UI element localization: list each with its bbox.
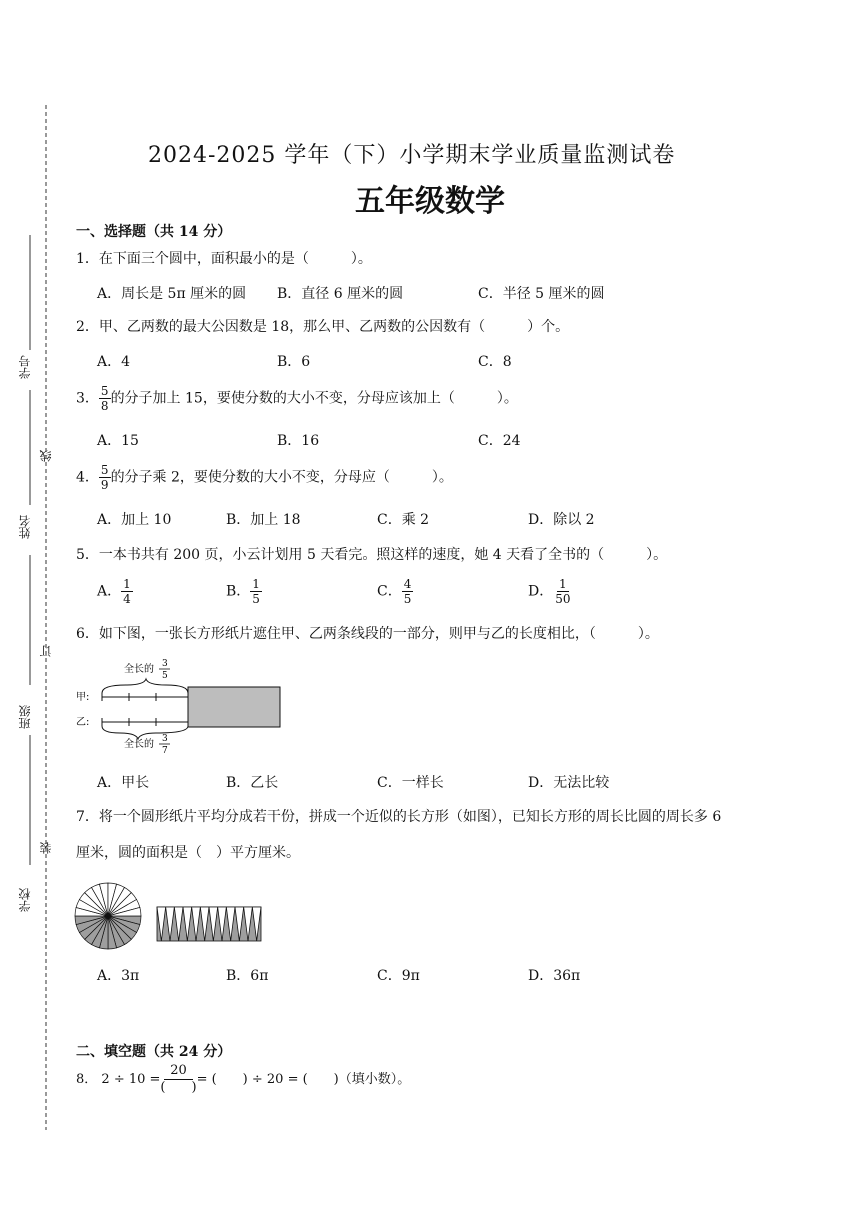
q7-option-a: A．3π xyxy=(97,968,140,984)
q4-number: 4． xyxy=(76,469,99,486)
q8-fraction xyxy=(160,1063,196,1096)
q6-option-b: B．乙长 xyxy=(226,775,279,791)
q3-fraction-den: 8 xyxy=(100,399,109,413)
q5-option-d-label: D． xyxy=(528,583,554,600)
q4-option-a: A．加上 10 xyxy=(97,512,172,528)
q5-option-c xyxy=(377,577,413,606)
exam-title: 2024-2025 学年（下）小学期末学业质量监测试卷 xyxy=(148,143,676,168)
q5-a-num: 1 xyxy=(123,577,131,591)
q1-option-b: B．直径 6 厘米的圆 xyxy=(277,286,404,302)
q5-option-b-label: B． xyxy=(226,583,251,600)
q5-option-b-frac xyxy=(250,577,262,606)
q4-stem-line xyxy=(76,463,453,492)
q3-stem: 的分子加上 15，要使分数的大小不变，分母应该加上（ ）。 xyxy=(110,390,518,407)
q5-option-a xyxy=(97,577,133,606)
q5-d-num: 1 xyxy=(559,577,567,591)
q8-number: 8． xyxy=(76,1072,98,1087)
margin-ding: 订 xyxy=(39,645,53,657)
q6-option-c: C．一样长 xyxy=(377,775,444,791)
q5-stem: 5．一本书共有 200 页，小云计划用 5 天看完。照这样的速度，她 4 天看了全书的（ ）。 xyxy=(76,547,668,563)
q8-expr-rest: = ( ) ÷ 20 = ( ) xyxy=(196,1072,339,1087)
q5-d-den: 50 xyxy=(555,592,571,606)
q3-number: 3． xyxy=(76,390,99,407)
q1-option-a: A．周长是 5π 厘米的圆 xyxy=(97,286,247,302)
q5-option-b xyxy=(226,577,262,606)
q6-label-yi: 乙: xyxy=(76,717,90,728)
student-id-label: 学号 xyxy=(18,355,32,379)
q3-fraction-num: 5 xyxy=(100,384,109,398)
q3-option-a: A．15 xyxy=(97,433,139,449)
q2-stem: 2．甲、乙两数的最大公因数是 18，那么甲、乙两数的公因数有（ ）个。 xyxy=(76,319,570,335)
q7-stem-line1: 7．将一个圆形纸片平均分成若干份，拼成一个近似的长方形（如图），已知长方形的周长比圆的周长多 6 xyxy=(76,809,722,825)
q4-option-b: B．加上 18 xyxy=(226,512,301,528)
margin-xian: 线 xyxy=(39,450,53,462)
q6-bottom-text: 全长的 xyxy=(124,739,154,750)
q4-stem: 的分子乘 2，要使分数的大小不变，分母应（ ）。 xyxy=(110,469,453,486)
q4-option-c: C．乘 2 xyxy=(377,512,430,528)
q6-paper-rectangle xyxy=(188,687,280,727)
q5-a-den: 4 xyxy=(123,592,131,606)
q6-top-frac-den: 5 xyxy=(162,671,168,681)
q7-option-b: B．6π xyxy=(226,968,269,984)
q6-top-frac-num: 3 xyxy=(162,659,168,669)
q6-label-jia: 甲: xyxy=(76,692,90,703)
q4-option-d: D．除以 2 xyxy=(528,512,595,528)
q6-bottom-frac-num: 3 xyxy=(162,734,168,744)
q5-option-c-label: C． xyxy=(377,583,402,600)
margin-zhuang: 装 xyxy=(39,842,53,854)
section2-heading: 二、填空题（共 24 分） xyxy=(76,1044,232,1060)
q3-option-c: C．24 xyxy=(478,433,521,449)
q5-option-c-frac xyxy=(402,577,414,606)
binding-dashed-line xyxy=(44,105,48,1130)
q2-option-c: C．8 xyxy=(478,354,512,370)
q6-bottom-brace xyxy=(102,726,188,739)
q5-b-num: 1 xyxy=(252,577,260,591)
q7-stem-line2: 厘米，圆的面积是（ ）平方厘米。 xyxy=(76,845,300,861)
class-label: 班级 xyxy=(18,705,32,729)
q3-fraction xyxy=(99,384,111,413)
q5-option-a-frac xyxy=(121,577,133,606)
q6-stem: 6．如下图，一张长方形纸片遮住甲、乙两条线段的一部分，则甲与乙的长度相比，（ ）。 xyxy=(76,626,659,642)
q5-option-d xyxy=(528,577,573,606)
q6-top-text: 全长的 xyxy=(124,664,154,675)
q2-option-a: A．4 xyxy=(97,354,131,370)
q8-expr-start: 2 ÷ 10 = xyxy=(101,1072,161,1087)
q4-fraction xyxy=(99,463,111,492)
q6-segment-figure xyxy=(76,655,291,755)
q8-frac-num: 20 xyxy=(164,1063,193,1080)
q7-divided-circle xyxy=(75,883,141,949)
exam-subtitle: 五年级数学 xyxy=(355,184,505,219)
q7-option-d: D．36π xyxy=(528,968,581,984)
q5-option-d-frac xyxy=(553,577,572,606)
q8-line xyxy=(76,1063,410,1096)
q3-option-b: B．16 xyxy=(277,433,320,449)
q4-fraction-num: 5 xyxy=(100,463,109,477)
q6-option-a: A．甲长 xyxy=(97,775,150,791)
q6-top-brace xyxy=(102,679,188,693)
q7-circle-to-rectangle-figure xyxy=(73,880,268,952)
q8-note: （填小数）。 xyxy=(338,1072,411,1087)
q1-option-c: C．半径 5 厘米的圆 xyxy=(478,286,605,302)
q3-stem-line xyxy=(76,384,518,413)
q2-option-b: B．6 xyxy=(277,354,311,370)
section1-heading: 一、选择题（共 14 分） xyxy=(76,224,232,240)
q5-c-den: 5 xyxy=(403,592,412,606)
q5-c-num: 4 xyxy=(403,577,412,591)
q6-bottom-frac-den: 7 xyxy=(162,746,168,755)
q7-approx-rectangle xyxy=(157,907,261,941)
q5-b-den: 5 xyxy=(252,592,260,606)
q5-option-a-label: A． xyxy=(97,583,122,600)
q6-option-d: D．无法比较 xyxy=(528,775,610,791)
binding-field-lines xyxy=(28,225,32,945)
school-label: 学校 xyxy=(18,888,32,912)
q4-fraction-den: 9 xyxy=(100,478,109,492)
q7-option-c: C．9π xyxy=(377,968,420,984)
name-label: 姓名 xyxy=(18,515,32,539)
q1-stem: 1．在下面三个圆中，面积最小的是（ ）。 xyxy=(76,251,372,267)
q8-frac-den: ( ) xyxy=(160,1080,197,1095)
